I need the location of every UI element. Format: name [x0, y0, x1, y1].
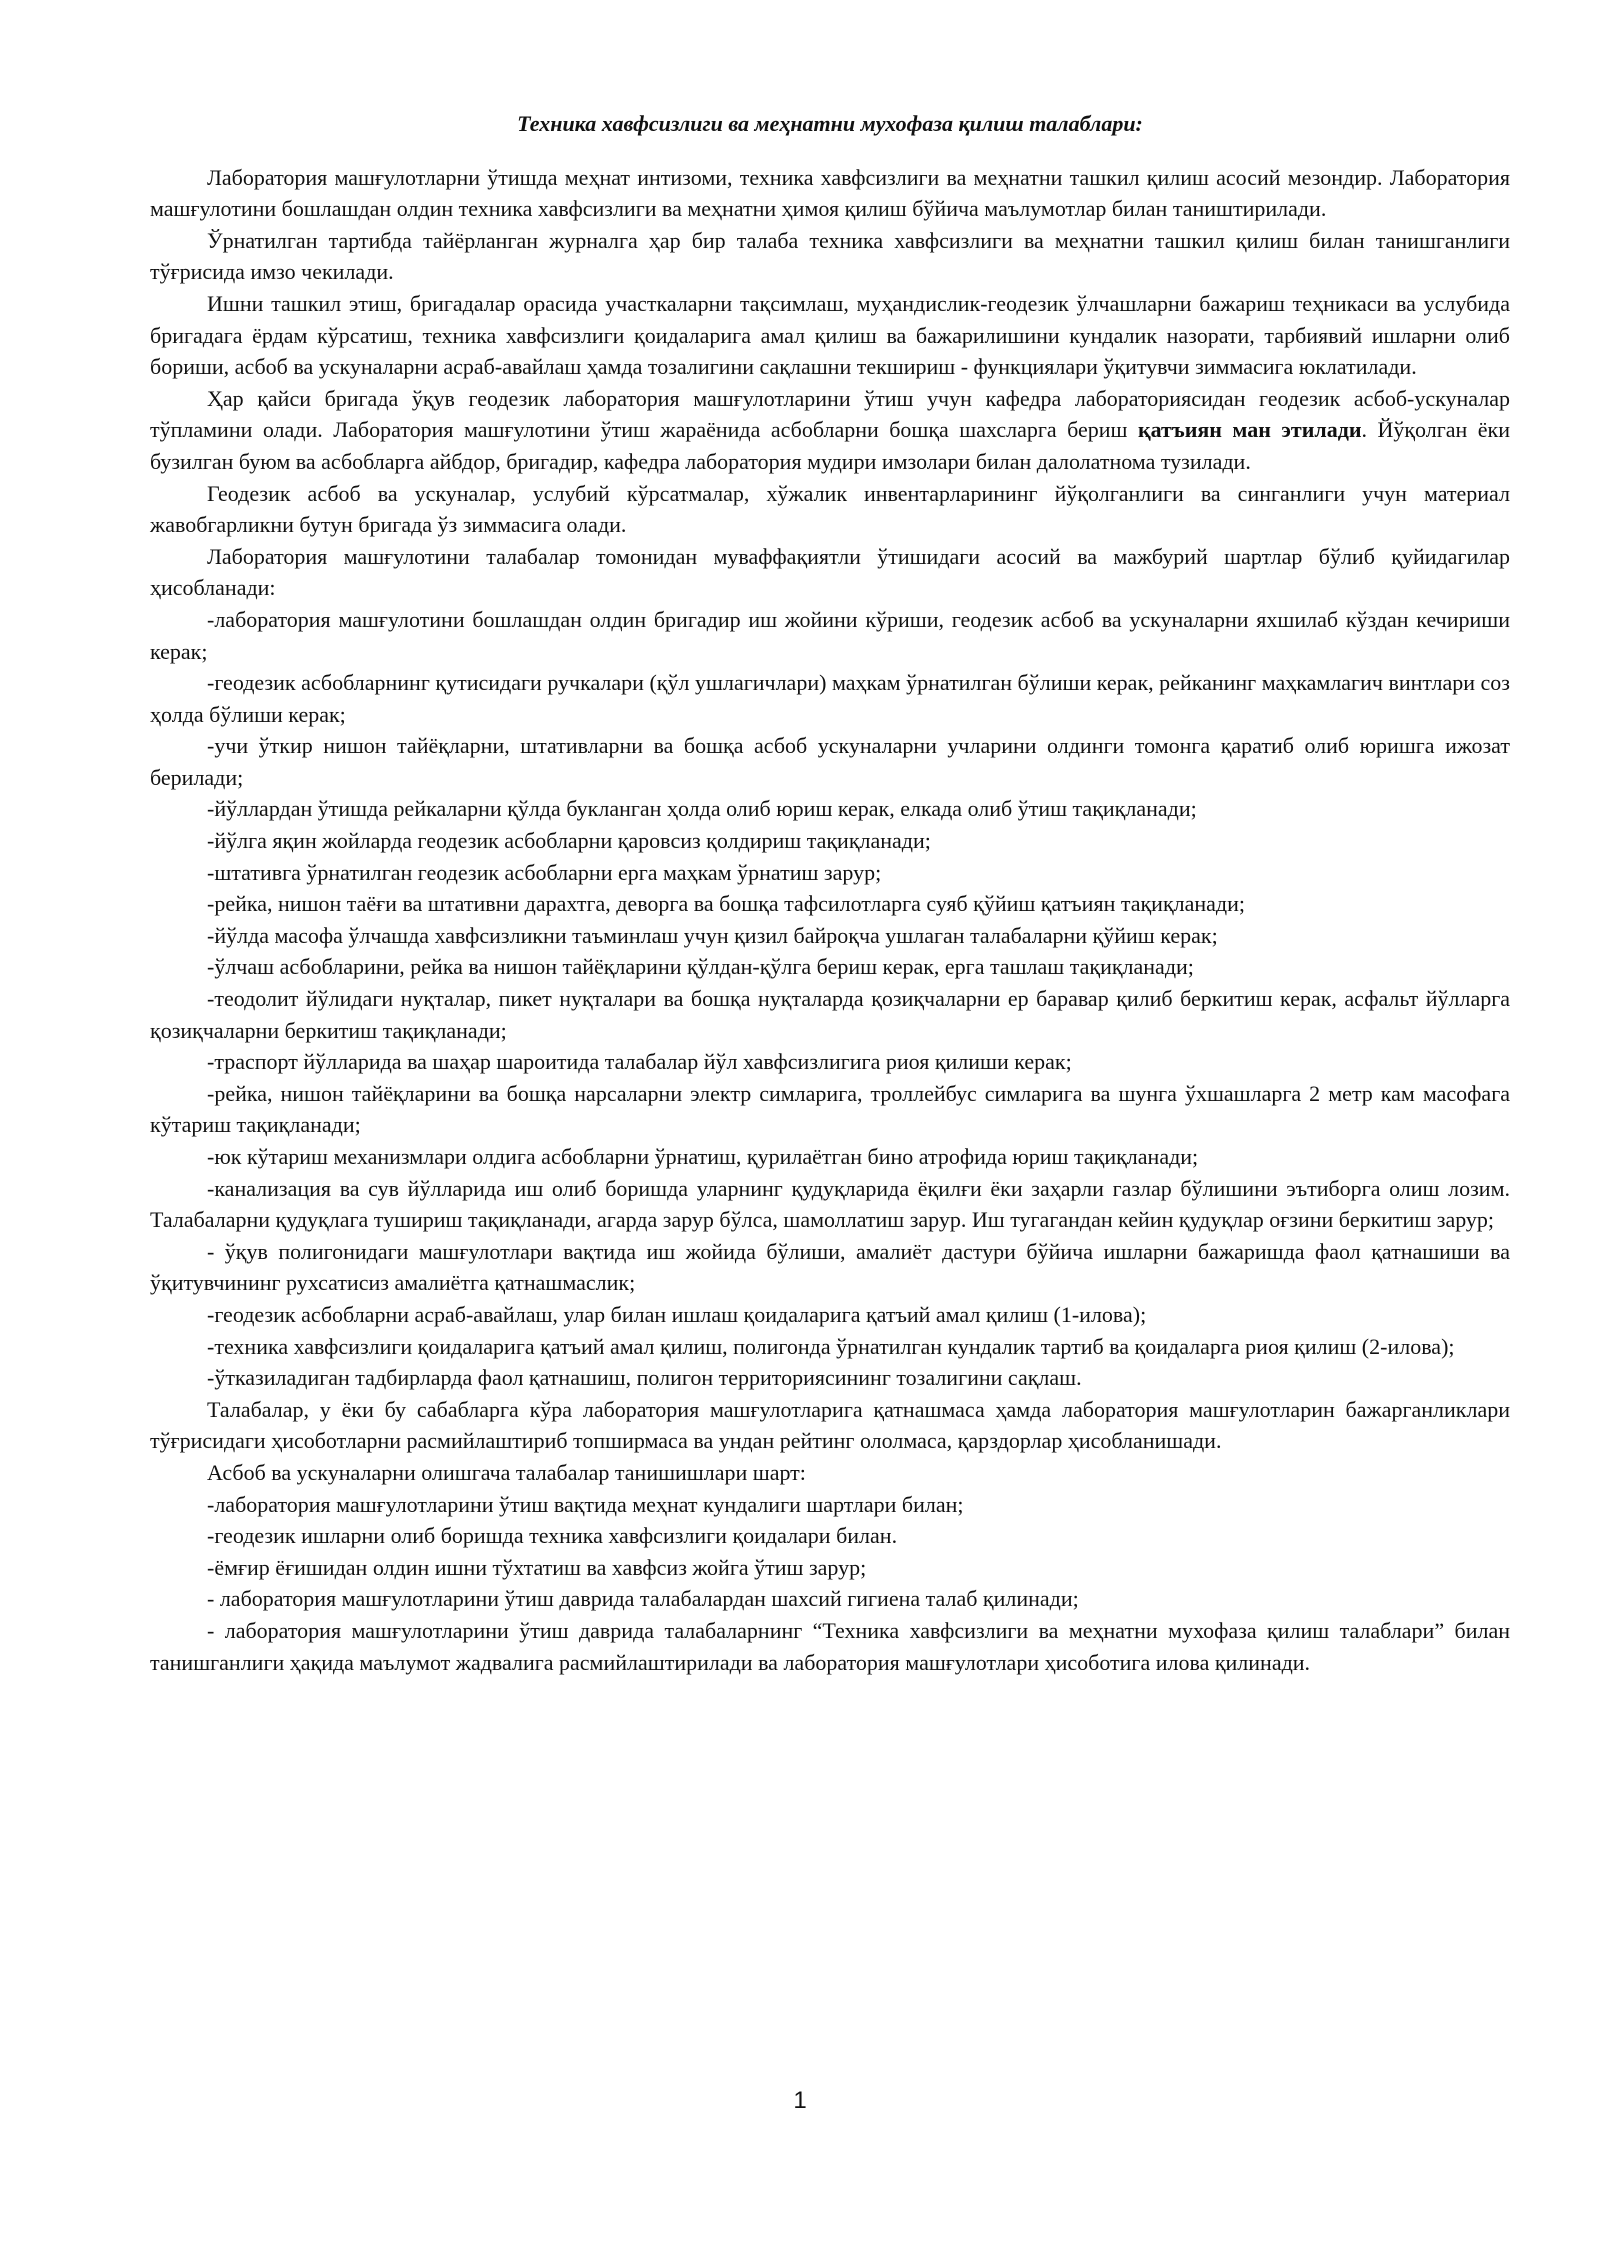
- paragraph: -лаборатория машғулотини бошлашдан олдин бригадир иш жойини кўриши, геодезик асбоб ва ускуналарни яхшилаб кўздан кечириши керак;: [150, 606, 1510, 664]
- paragraph: -штативга ўрнатилган геодезик асбобларни ерга маҳкам ўрнатиш зарур;: [207, 859, 882, 885]
- paragraph: -теодолит йўлидаги нуқталар, пикет нуқталари ва бошқа нуқталарда қозиқчаларни ер баравар қилиб беркитиш керак, асфальт йўлларга қозиқчаларни беркитиш тақиқланади;: [150, 986, 1510, 1043]
- paragraph-text: . Йўқолган ёки бузилган буюм ва асбобларга айбдор, бригадир, кафедра лаборатория мудири имзолари билан далолатнома тузилади.: [150, 417, 1510, 474]
- document-page: [150, 108, 1510, 1678]
- document-body: [150, 162, 1510, 1679]
- paragraph: -канализация ва сув йўлларида иш олиб боришда уларнинг қудуқларида ёқилғи ёки заҳарли газлар бўлишини эътиборга олиш лозим. Талабаларни қудуқлага тушириш тақиқланади, агарда зарур бўлса, шамоллатиш зарур. Иш тугагандан кейин қудуқлар оғзини беркитиш зарур;: [150, 1175, 1510, 1233]
- paragraph: Лаборатория машғулотларни ўтишда меҳнат интизоми, техника хавфсизлиги ва меҳнатни ташкил қилиш асосий мезондир. Лаборатория машғулотини бошлашдан олдин техника хавфсизлиги ва меҳнатни ҳимоя қилиш бўйича маълумотлар билан таништирилади.: [150, 164, 1510, 222]
- paragraph: -геодезик ишларни олиб боришда техника хавфсизлиги қоидалари билан.: [207, 1523, 898, 1549]
- paragraph: -йўллардан ўтишда рейкаларни қўлда букланган ҳолда олиб юриш керак, елкада олиб ўтиш тақиқланади;: [207, 796, 1197, 822]
- paragraph: Ўрнатилган тартибда тайёрланган журналга ҳар бир талаба техника хавфсизлиги ва меҳнатни ташкил қилиш билан танишганлиги тўғрисида имзо чекилади.: [150, 227, 1510, 285]
- paragraph: -рейка, нишон тайёқларини ва бошқа нарсаларни электр симларига, троллейбус симларига ва шунга ўхшашларга 2 метр кам масофага кўтариш тақиқланади;: [150, 1080, 1510, 1138]
- paragraph: -траспорт йўлларида ва шаҳар шароитида талабалар йўл хавфсизлигига риоя қилиши керак;: [207, 1049, 1072, 1075]
- paragraph: -геодезик асбобларнинг қутисидаги ручкалари (қўл ушлагичлари) маҳкам ўрнатилган бўлиши керак, рейканинг маҳкамлагич винтлари соз ҳолда бўлиши керак;: [150, 670, 1510, 727]
- paragraph: - лаборатория машғулотларини ўтиш даврида талабаларнинг “Техника хавфсизлиги ва меҳнатни мухофаза қилиш талаблари” билан танишганлиги ҳақида маълумот жадвалига расмийлаштирилади ва лаборатория машғулотлари ҳисоботига илова қилинади.: [150, 1617, 1510, 1675]
- paragraph-text: Ҳар қайси бригада ўқув геодезик лаборатория машғулотларини ўтиш учун кафедра лабораториясидан геодезик асбоб-ускуналар тўпламини олади. Лаборатория машғулотини ўтиш жараёнида асбобларни бошқа шахсларга бериш: [150, 385, 1510, 443]
- paragraph: -геодезик асбобларни асраб-авайлаш, улар билан ишлаш қоидаларига қатъий амал қилиш (1-илова);: [207, 1301, 1147, 1327]
- page-number: 1: [793, 2087, 807, 2114]
- paragraph: -юк кўтариш механизмлари олдига асбобларни ўрнатиш, қурилаётган бино атрофида юриш тақиқланади;: [207, 1144, 1199, 1169]
- paragraph: - лаборатория машғулотларини ўтиш даврида талабалардан шахсий гигиена талаб қилинади;: [207, 1586, 1079, 1612]
- paragraph: -ўтказиладиган тадбирларда фаол қатнашиш, полигон территориясининг тозалигини сақлаш.: [207, 1365, 1082, 1391]
- paragraph: [150, 383, 1510, 478]
- document-title: Техника хавфсизлиги ва меҳнатни мухофаза қилиш талаблари:: [517, 111, 1143, 136]
- emphasis-text: қатъиян ман этилади: [1137, 417, 1362, 443]
- paragraph: -техника хавфсизлиги қоидаларига қатъий амал қилиш, полигонда ўрнатилган кундалик тартиб ва қоидаларга риоя қилиш (2-илова);: [207, 1333, 1455, 1359]
- paragraph: Талабалар, у ёки бу сабабларга кўра лаборатория машғулотларига қатнашмаса ҳамда лаборатория машғулотларин бажарганликлари тўғрисидаги ҳисоботларни расмийлаштириб топширмаса ва ундан рейтинг ололмаса, қарздорлар ҳисобланишади.: [150, 1396, 1510, 1454]
- paragraph: -лаборатория машғулотларини ўтиш вақтида меҳнат кундалиги шартлари билан;: [207, 1491, 964, 1517]
- paragraph: Асбоб ва ускуналарни олишгача талабалар танишишлари шарт:: [207, 1459, 806, 1485]
- paragraph: -йўлга яқин жойларда геодезик асбобларни қаровсиз қолдириш тақиқланади;: [207, 828, 931, 854]
- paragraph: -ёмғир ёғишидан олдин ишни тўхтатиш ва хавфсиз жойга ўтиш зарур;: [207, 1554, 867, 1580]
- paragraph: Лаборатория машғулотини талабалар томонидан муваффақиятли ўтишидаги асосий ва мажбурий шартлар бўлиб қуйидагилар ҳисобланади:: [150, 543, 1510, 601]
- paragraph: Геодезик асбоб ва ускуналар, услубий кўрсатмалар, хўжалик инвентарларининг йўқолганлиги ва синганлиги учун материал жавобгарликни бутун бригада ўз зиммасига олади.: [150, 480, 1510, 538]
- paragraph: -рейка, нишон таёғи ва штативни дарахтга, деворга ва бошқа тафсилотларга суяб қўйиш қатъиян тақиқланади;: [207, 891, 1246, 917]
- paragraph: -учи ўткир нишон тайёқларни, штативларни ва бошқа асбоб ускуналарни учларини олдинги томонга қаратиб олиб юришга ижозат берилади;: [150, 733, 1510, 790]
- paragraph: Ишни ташкил этиш, бригадалар орасида участкаларни тақсимлаш, муҳандислик-геодезик ўлчашларни бажариш теҳникаси ва услубида бригадага ёрдам кўрсатиш, техника хавфсизлиги қоидаларига амал қилиш ва бажарилишини кундалик назорати, тарбиявий ишларни олиб бориши, асбоб ва ускуналарни асраб-авайлаш ҳамда тозалигини сақлашни текшириш - функциялари ўқитувчи зиммасига юклатилади.: [150, 290, 1510, 380]
- paragraph: -йўлда масофа ўлчашда хавфсизликни таъминлаш учун қизил байроқча ушлаган талабаларни қўйиш керак;: [207, 922, 1218, 948]
- paragraph: - ўқув полигонидаги машғулотлари вақтида иш жойида бўлиши, амалиёт дастури бўйича ишларни бажаришда фаол қатнашиши ва ўқитувчининг рухсатисиз амалиётга қатнашмаслик;: [150, 1238, 1510, 1296]
- paragraph: -ўлчаш асбобларини, рейка ва нишон тайёқларини қўлдан-қўлга бериш керак, ерга ташлаш тақиқланади;: [207, 954, 1194, 980]
